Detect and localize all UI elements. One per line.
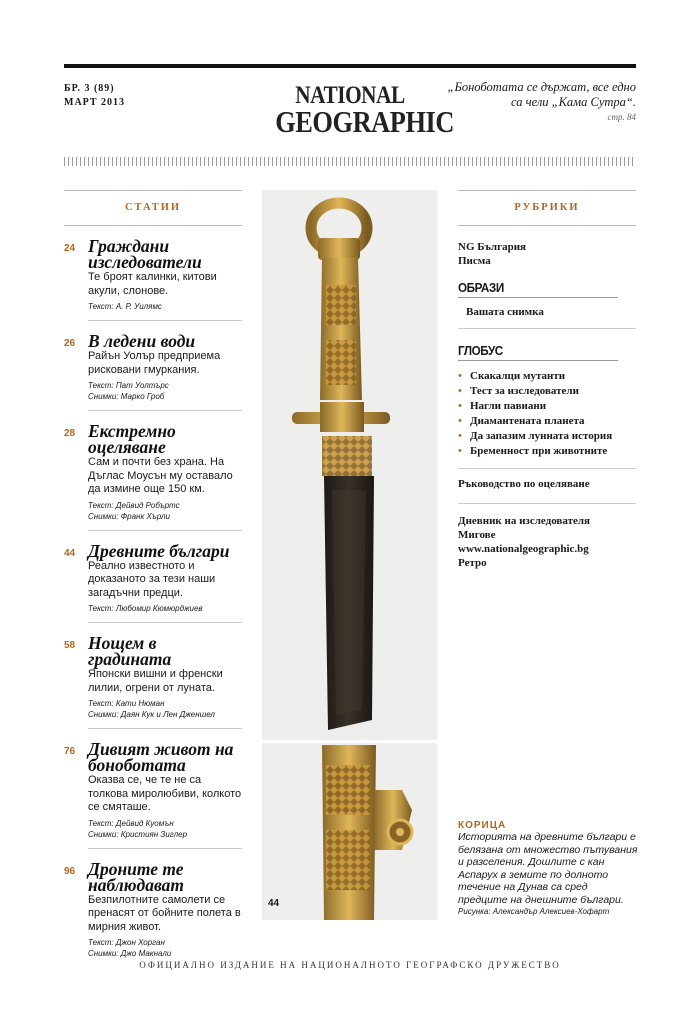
issue-date: МАРТ 2013	[64, 97, 126, 108]
image-page-number: 44	[268, 898, 280, 909]
article-credit	[88, 818, 242, 849]
article-credit-text: Текст: Джон Хорган	[88, 938, 165, 947]
globus-item[interactable]	[458, 399, 636, 413]
top-rule	[64, 64, 636, 68]
article-credit-text: Текст: Кати Нюман	[88, 699, 165, 708]
rubric-letters[interactable]: Писма	[458, 255, 491, 267]
globus-list	[458, 369, 636, 458]
article-page: 76	[64, 746, 76, 757]
bullet-icon: •	[458, 385, 462, 397]
globus-item-label: Тест за изследователи	[470, 385, 579, 397]
article-description: Реално известното и доказаното за тези наши загадъчни предци.	[88, 559, 216, 599]
article-title: Нощем в градината	[88, 633, 172, 669]
article-description: Оказва се, че те не са толкова миролюбиви, колкото се смяташе.	[88, 774, 242, 813]
globus-item-label: Скакалци мутанти	[470, 370, 566, 382]
rubrics-list	[458, 240, 636, 570]
section-globus: ГЛОБУС	[458, 343, 618, 361]
article-description: Японски вишни и френски лилии, огрени от луната.	[88, 668, 223, 694]
quote-page: стр. 84	[607, 112, 636, 122]
article-photo-credit: Снимки: Франк Хърли	[88, 511, 170, 521]
logo-line-2: GEOGRAPHIC	[275, 104, 454, 139]
article-item[interactable]	[64, 540, 242, 624]
article-credit-text: Текст: Пат Уолтърс	[88, 381, 169, 390]
rubric-ng-bulgaria[interactable]: NG България	[458, 241, 527, 253]
article-credit	[88, 301, 242, 321]
rubrics-heading: РУБРИКИ	[458, 190, 636, 226]
article-title: Екстремно оцеляване	[88, 421, 176, 457]
article-credit-text: Текст: Дейвид Робъртс	[88, 500, 180, 510]
article-credit	[88, 380, 242, 411]
article-page: 24	[64, 243, 76, 254]
rubric-explorer-journal[interactable]: Дневник на изследователя	[458, 515, 590, 527]
quote-text: „Боноботата се държат, все едно са чели „Кама Сутра“.	[447, 80, 636, 109]
globus-item-label: Нагли павиани	[470, 400, 547, 412]
article-credit	[88, 500, 242, 531]
articles-list	[64, 238, 242, 979]
article-credit	[88, 603, 242, 623]
rubric-survival-guide[interactable]: Ръководство по оцеляване	[458, 478, 590, 490]
article-item[interactable]	[64, 858, 242, 968]
bullet-icon: •	[458, 415, 462, 427]
bullet-icon: •	[458, 445, 462, 457]
article-item[interactable]	[64, 635, 242, 729]
rubric-website[interactable]: www.nationalgeographic.bg	[458, 543, 589, 555]
sword-photo[interactable]	[262, 190, 437, 920]
bullet-icon: •	[458, 430, 462, 442]
issue-number: БР. 3 (89)	[64, 83, 115, 94]
rubrics-bottom	[458, 514, 636, 570]
rubric-retro[interactable]: Ретро	[458, 557, 487, 569]
article-photo-credit: Снимки: Даян Кук и Лен Дженшел	[88, 710, 215, 719]
issue-info	[64, 82, 125, 110]
article-page: 96	[64, 865, 76, 877]
article-photo-credit: Снимки: Джо Макнали	[88, 949, 172, 958]
article-credit-text: Текст: Любомир Кюмюрджиев	[88, 604, 203, 613]
article-title: Дроните те наблюдават	[88, 858, 185, 895]
article-title: Древните българи	[88, 540, 230, 561]
article-page: 44	[64, 547, 76, 559]
article-title: Дивият живот на боноботата	[88, 739, 234, 775]
divider	[458, 328, 636, 329]
article-title: Граждани изследователи	[88, 236, 202, 272]
sword-illustration	[262, 190, 437, 920]
article-item[interactable]	[64, 423, 242, 531]
cover-label: КОРИЦА	[458, 820, 507, 831]
globus-item[interactable]	[458, 384, 636, 398]
article-title: В ледени води	[88, 331, 196, 351]
article-photo-credit: Снимки: Кристиян Зиглер	[88, 829, 188, 839]
article-item[interactable]	[64, 238, 242, 321]
divider	[458, 503, 636, 504]
section-obrazi: ОБРАЗИ	[458, 280, 618, 298]
globus-item[interactable]	[458, 444, 636, 458]
divider	[458, 468, 636, 469]
cover-caption	[458, 820, 638, 916]
articles-heading: СТАТИИ	[64, 190, 242, 226]
globus-item-label: Диамантената планета	[470, 415, 585, 427]
footer-tagline: ОФИЦИАЛНО ИЗДАНИЕ НА НАЦИОНАЛНОТО ГЕОГРАФСКО ДРУЖЕСТВО	[139, 960, 561, 970]
article-item[interactable]	[64, 741, 242, 849]
rubric-moments[interactable]: Мигове	[458, 529, 496, 541]
article-description: Райън Уолър предприема рисковани гмуркания.	[88, 350, 221, 376]
article-page: 58	[64, 640, 76, 651]
bullet-icon: •	[458, 400, 462, 412]
cover-credit: Рисунка: Александър Алексиев-Хофарт	[458, 907, 610, 916]
bullet-icon: •	[458, 370, 462, 382]
header-quote	[436, 80, 636, 125]
article-page: 28	[64, 428, 76, 439]
article-credit-text: Текст: Дейвид Куомън	[88, 818, 174, 828]
globus-item-label: Бременност при животните	[470, 445, 608, 457]
article-photo-credit: Снимки: Марко Гроб	[88, 392, 165, 401]
article-item[interactable]	[64, 333, 242, 411]
globus-item[interactable]	[458, 414, 636, 428]
globus-item[interactable]	[458, 369, 636, 383]
rubric-your-photo[interactable]: Вашата снимка	[466, 306, 544, 318]
article-description: Те броят калинки, китови акули, слонове.	[88, 271, 217, 297]
article-description: Сам и почти без храна. На Дъглас Моусън му оставало да измине още 150 км.	[88, 456, 233, 495]
article-credit-text: Текст: А. Р. Уилямс	[88, 302, 162, 311]
hatched-divider	[64, 157, 636, 166]
article-credit	[88, 698, 242, 729]
article-description: Безпилотните самолети се пренасят от бойните полета в мирния живот.	[88, 893, 241, 933]
article-page: 26	[64, 338, 76, 349]
globus-item-label: Да запазим лунната история	[470, 430, 613, 442]
cover-text: Историята на древните българи е белязана от множество пътувания и разселения. Дошлите с кан Аспарух в земите по долното течение на Дунав са сред предците на днешните българи.	[458, 831, 638, 906]
globus-item[interactable]	[458, 429, 636, 443]
national-geographic-logo[interactable]	[262, 82, 454, 139]
logo-line-1: NATIONAL	[295, 82, 405, 109]
